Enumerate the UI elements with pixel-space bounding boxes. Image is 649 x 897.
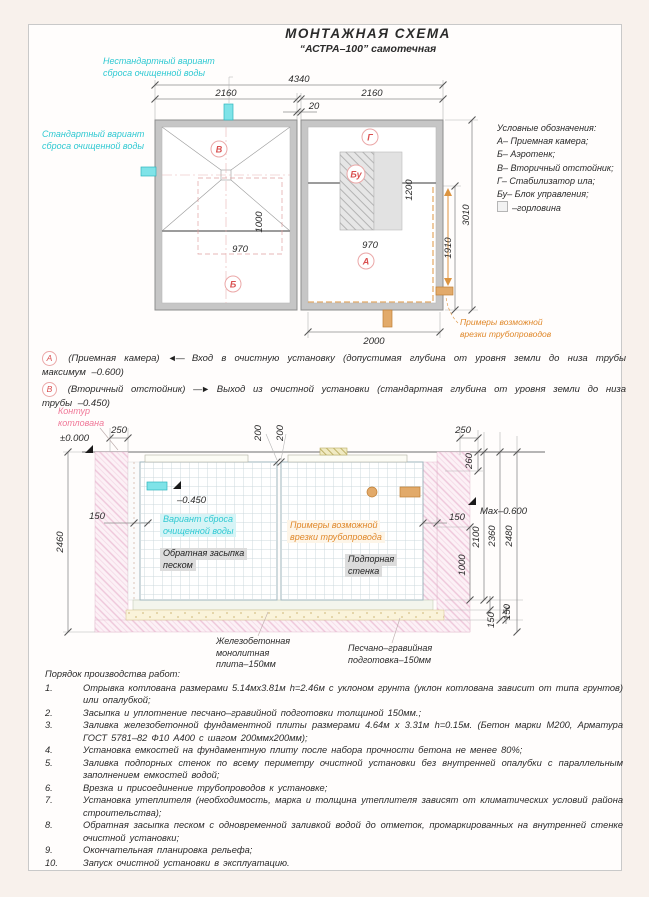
item-text: Окончательная планировка рельефа; [83, 845, 253, 855]
dim-left-width: 2160 [215, 88, 237, 99]
notes-block [42, 351, 626, 412]
label-line: песком [160, 560, 196, 572]
legend-item: В– Вторичный отстойник; [497, 162, 614, 173]
item-text: Обратная засыпка песком с одновременной заливкой водой до отметок, промаркированных на внутренней стенке очистной установки; [83, 820, 623, 843]
label-line: сброса очищенной воды [103, 67, 206, 78]
label-line: Песчано–гравийная [348, 643, 433, 653]
work-order-item [45, 819, 623, 844]
control-unit-block [340, 152, 374, 230]
item-text: Заливка железобетонной фундаментной плиты размерами 4.64м х 3.31м h=0.15м. (Бетон марки М200, Арматура ГОСТ 5781–82 Ф10 А400 с шагом 200ммх200мм); [83, 720, 623, 743]
item-text: Засыпка и уплотнение песчано–гравийной подготовки толщиной 150мм.; [83, 707, 422, 718]
label-gravel [348, 643, 432, 666]
item-number: 10. [45, 857, 58, 868]
level-max600: Max–0.600 [480, 506, 528, 517]
label-line: котлована [58, 417, 105, 428]
item-text: Отрывка котлована размерами 5.14мх3.81м h=2.46м с уклоном грунта (уклон котлована зависит от типа грунтов) или опалубкой; [83, 682, 623, 705]
label-tap-examples-plan [460, 317, 551, 340]
work-order [45, 668, 623, 869]
dim-2100: 2100 [471, 526, 482, 548]
tank-lid-left [145, 455, 248, 462]
legend-title: Условные обозначения: [497, 123, 597, 133]
dim-left-inner-h: 1000 [254, 211, 265, 233]
dim-overall-height: 3010 [461, 204, 472, 226]
label-line: Примеры возможной [460, 317, 543, 327]
dim-bu-h: 1200 [404, 179, 415, 201]
neck-cover [320, 448, 347, 455]
marker-g: Г [367, 132, 373, 143]
note-marker-a: А [42, 351, 57, 366]
label-backfill [160, 548, 247, 571]
note-text-a: Вход в очистную установку (допустимая глубина от уровня земли до низа трубы максимум –0.600) [42, 353, 626, 378]
work-order-item [45, 794, 623, 819]
note-text-v: Выход из очистной установки (стандартная глубина от уровня земли до низа трубы –0.450) [42, 383, 626, 409]
label-line: Вариант сброса [160, 514, 236, 526]
dim-200-a: 200 [253, 425, 264, 441]
dim-overall-width: 4340 [288, 74, 310, 85]
work-order-item [45, 757, 623, 782]
work-order-title: Порядок производства работ: [45, 669, 180, 679]
legend [497, 122, 614, 215]
drawing-title: МОНТАЖНАЯ СХЕМА [285, 26, 451, 41]
legend-neck-label: –горловина [512, 203, 561, 214]
legend-item: Г– Стабилизатор ила; [497, 175, 596, 186]
label-line: стенка [345, 566, 382, 578]
dim-2480: 2480 [504, 525, 515, 547]
nonstandard-outlet-pipe [224, 104, 233, 120]
legend-item: Б– Аэротенк; [497, 149, 556, 160]
flow-arrow-down [444, 278, 452, 286]
label-retaining-wall [345, 554, 397, 577]
marker-a: А [362, 256, 370, 267]
arrow-right-icon: —► [193, 383, 210, 394]
item-number: 8. [45, 820, 53, 830]
marker-b: Б [229, 279, 237, 290]
discharge-pipe-section [147, 482, 167, 490]
legend-item-neck [497, 201, 614, 215]
excavation-bottom [95, 620, 470, 632]
work-order-item [45, 744, 623, 757]
label-line: Контур [58, 406, 91, 416]
gravel-bed [126, 610, 444, 620]
item-text: Заливка подпорных стенок по всему периметру очистной установки без внутренней опалубки с параллельным заполнением емкостей водой; [83, 757, 623, 780]
dim-150-gravel: 150 [502, 604, 513, 620]
level-zero: ±0.000 [60, 433, 89, 444]
legend-item: Бу– Блок управления; [497, 189, 589, 200]
work-order-item [45, 857, 623, 870]
label-line: Подпорная [345, 554, 397, 566]
label-pit-contour [58, 406, 104, 429]
flow-arrow-up [444, 188, 452, 196]
marker-v: В [215, 144, 223, 155]
label-line: монолитная [216, 647, 270, 658]
note-name-a: (Приемная камера) [68, 353, 160, 364]
dim-250-right: 250 [455, 425, 471, 436]
dim-bu-w: 970 [362, 240, 378, 251]
dim-250-left: 250 [111, 425, 127, 436]
tank-lid-right [288, 455, 407, 462]
label-discharge-variant [160, 514, 236, 537]
label-line: Примеры возможной [287, 520, 380, 532]
dim-150-slab: 150 [486, 612, 497, 628]
work-order-item [45, 844, 623, 857]
note-a [42, 351, 626, 380]
plan-right-tank [301, 120, 452, 310]
label-line: Обратная засыпка [160, 548, 247, 560]
retaining-wall-right [423, 462, 437, 600]
item-text: Врезка и присоединение трубопроводов к установке; [83, 782, 328, 793]
item-number: 9. [45, 845, 53, 855]
label-line: врезки трубопроводов [460, 328, 552, 339]
label-line: Стандартный вариант [42, 129, 145, 139]
label-line: очищенной воды [160, 526, 236, 538]
excavation-right [437, 452, 470, 632]
dim-bottom-width: 2000 [363, 336, 385, 347]
item-text: Установка утеплителя (необходимость, марка и толщина утеплителя зависят от климатических условий района строительства); [83, 795, 623, 818]
label-nonstandard-discharge [103, 56, 215, 79]
legend-item: А– Приемная камера; [497, 136, 589, 147]
dim-200-b: 200 [275, 425, 286, 441]
dim-2460: 2460 [55, 531, 66, 553]
work-order-item [45, 682, 623, 707]
label-line: Нестандартный вариант [103, 56, 215, 66]
tap-pipe-section-round [367, 487, 377, 497]
item-text: Установка емкостей на фундаментную плиту после набора прочности бетона не менее 80%; [83, 745, 523, 755]
item-number: 5. [45, 757, 53, 768]
excavation-left [95, 452, 128, 632]
dim-gap: 20 [308, 101, 320, 112]
work-order-item [45, 719, 623, 744]
marker-bu: Бу [350, 169, 362, 180]
note-v [42, 382, 626, 411]
item-text: Запуск очистной установки в эксплуатацию. [83, 857, 290, 868]
level-450: –0.450 [177, 495, 207, 506]
label-standard-discharge [42, 129, 144, 152]
label-line: Железобетонная [216, 636, 291, 646]
tap-pipe-bottom [383, 310, 392, 327]
plan-view [141, 74, 478, 347]
label-line: подготовка–150мм [348, 654, 431, 665]
label-slab [216, 636, 290, 671]
label-tap-examples-section [287, 520, 385, 543]
item-number: 3. [45, 720, 53, 730]
neck-square-icon [497, 201, 508, 212]
dim-1000-wall: 1000 [457, 554, 468, 576]
dim-2360: 2360 [487, 525, 498, 547]
label-line: плита–150мм [216, 659, 276, 669]
item-number: 7. [45, 795, 53, 805]
note-marker-v: В [42, 382, 57, 397]
dim-left-inner-w: 970 [232, 244, 248, 255]
tap-pipe-section [400, 487, 420, 497]
item-number: 1. [45, 682, 53, 693]
dim-right-width: 2160 [361, 88, 383, 99]
dim-150-left: 150 [89, 511, 105, 522]
drawing-subtitle: “АСТРА–100” самотечная [299, 43, 437, 55]
work-order-item [45, 707, 623, 720]
item-number: 4. [45, 745, 53, 755]
concrete-slab [133, 600, 433, 610]
tap-pipe-right [436, 287, 453, 295]
dim-260: 260 [464, 453, 475, 469]
standard-outlet-pipe [141, 167, 156, 176]
dim-150-right: 150 [449, 512, 465, 523]
item-number: 2. [45, 707, 53, 718]
dim-right-height: 1910 [443, 237, 454, 259]
label-line: сброса очищенной воды [42, 140, 145, 151]
label-line: врезки трубопровода [287, 532, 385, 544]
work-order-item [45, 782, 623, 795]
note-name-v: (Вторичный отстойник) [67, 383, 186, 395]
arrow-left-icon: ◄— [167, 353, 184, 363]
item-number: 6. [45, 782, 53, 793]
